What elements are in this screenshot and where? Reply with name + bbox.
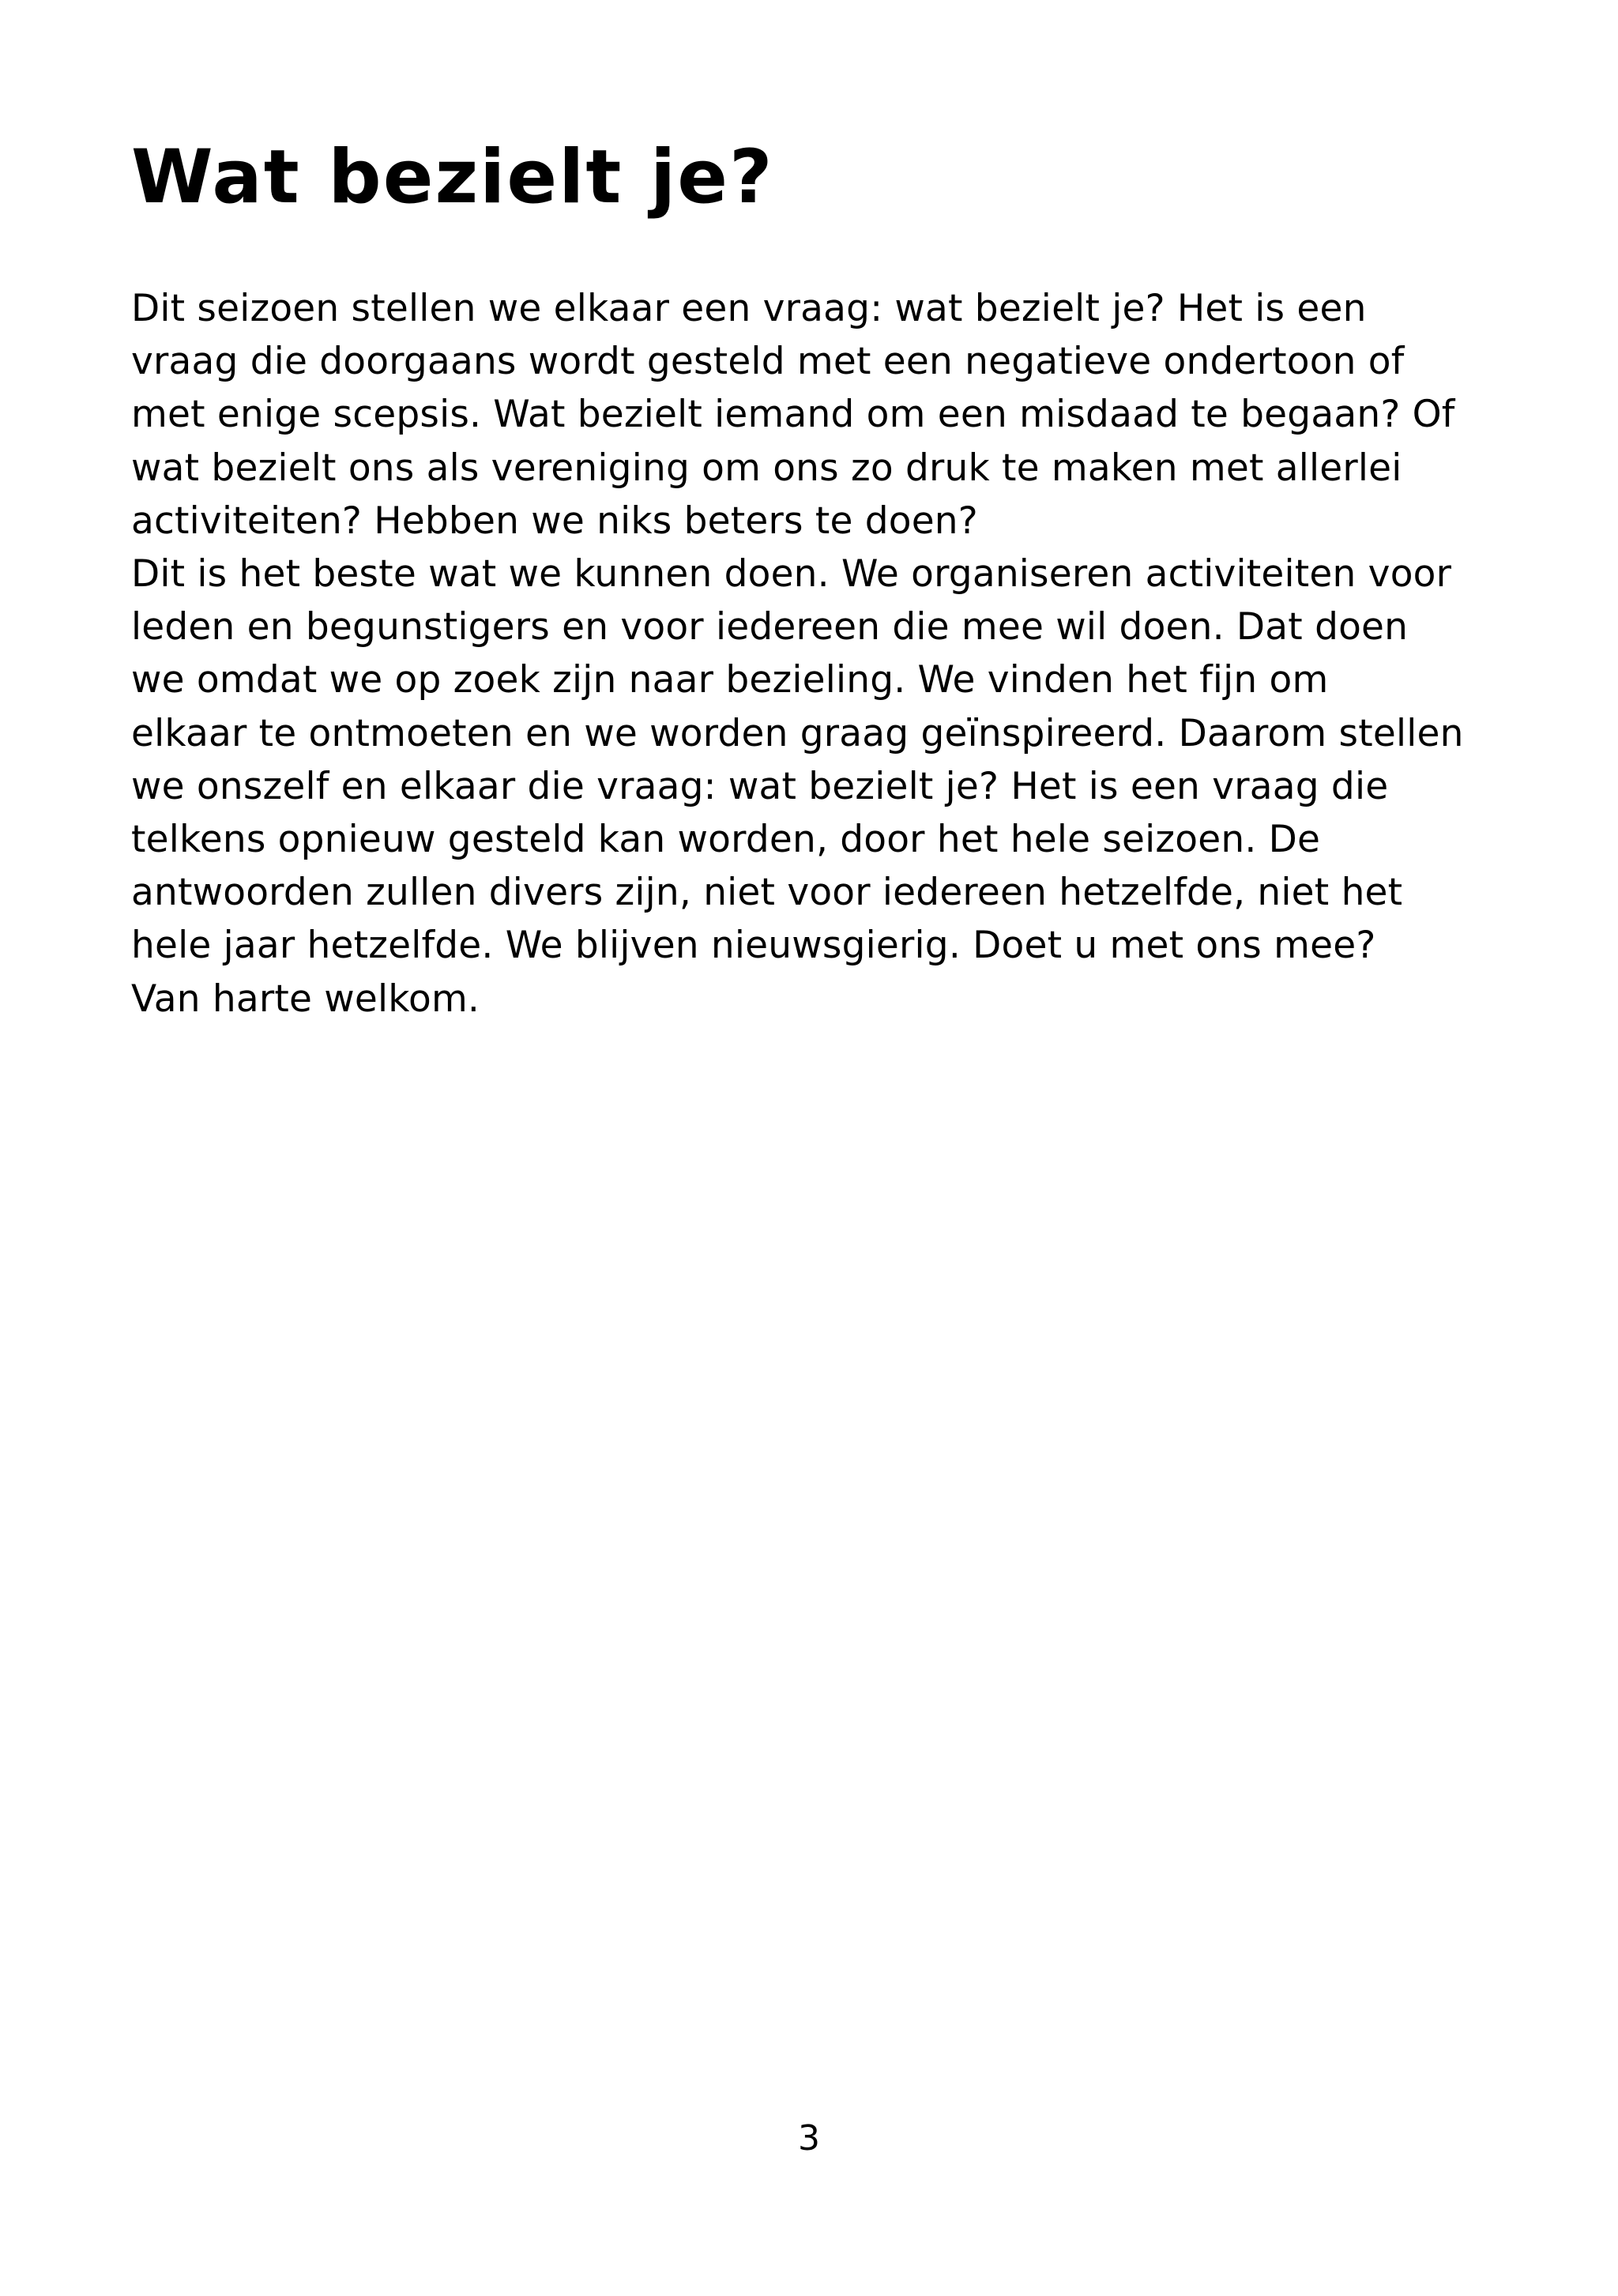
body-line: met enige scepsis. Wat bezielt iemand om een misdaad te begaan? Of — [131, 393, 1455, 437]
body-line: wat bezielt ons als vereniging om ons zo druk te maken met allerlei — [131, 446, 1402, 490]
body-line: Van harte welkom. — [131, 977, 480, 1021]
body-line: we onszelf en elkaar die vraag: wat bezielt je? Het is een vraag die — [131, 764, 1389, 808]
body-line: vraag die doorgaans wordt gesteld met een negatieve ondertoon of — [131, 340, 1405, 384]
body-line: Dit is het beste wat we kunnen doen. We organiseren activiteiten voor — [131, 552, 1452, 597]
body-paragraph — [131, 282, 1522, 1026]
body-line: leden en begunstigers en voor iedereen die mee wil doen. Dat doen — [131, 605, 1409, 649]
page-number: 3 — [798, 2118, 820, 2159]
page-title: Wat bezielt je? — [131, 134, 774, 220]
body-line: hele jaar hetzelfde. We blijven nieuwsgierig. Doet u met ons mee? — [131, 924, 1376, 968]
body-line: elkaar te ontmoeten en we worden graag geïnspireerd. Daarom stellen — [131, 711, 1464, 755]
body-line: Dit seizoen stellen we elkaar een vraag: wat bezielt je? Het is een — [131, 287, 1367, 330]
body-line: activiteiten? Hebben we niks beters te doen? — [131, 499, 978, 543]
body-line: antwoorden zullen divers zijn, niet voor iedereen hetzelfde, niet het — [131, 871, 1403, 915]
body-line: telkens opnieuw gesteld kan worden, door het hele seizoen. De — [131, 818, 1321, 862]
body-line: we omdat we op zoek zijn naar bezieling. We vinden het fijn om — [131, 658, 1329, 702]
